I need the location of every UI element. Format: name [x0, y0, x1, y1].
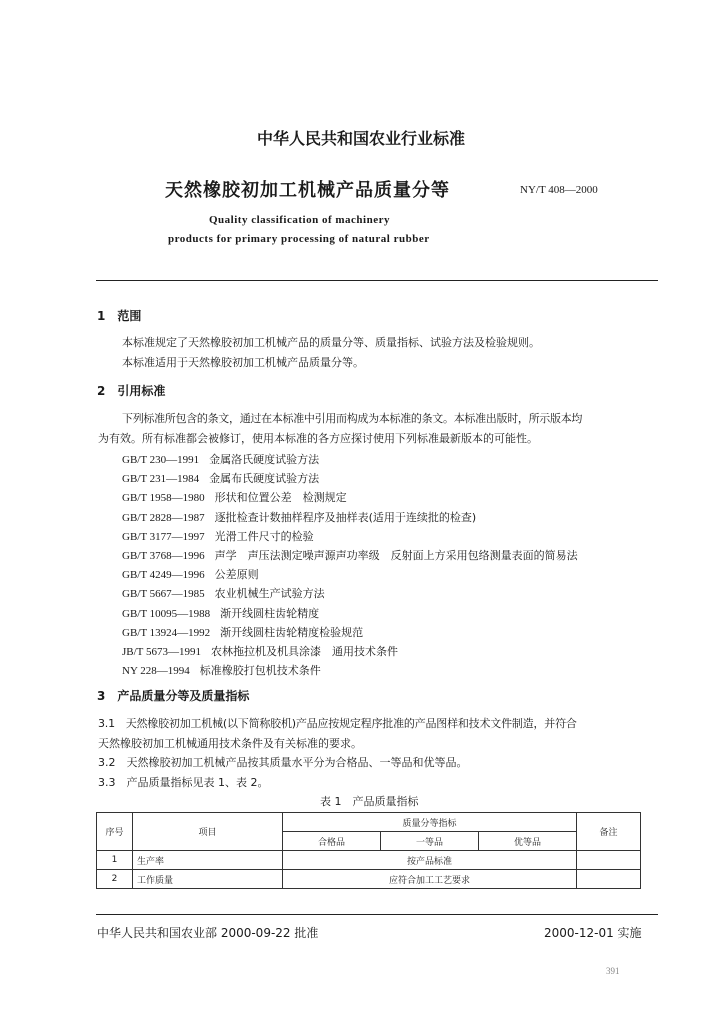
reference-code: GB/T 2828—1987 — [122, 511, 205, 524]
reference-item — [122, 585, 325, 601]
reference-item — [122, 566, 259, 582]
section-1-para-1: 本标准规定了天然橡胶初加工机械产品的质量分等、质量指标、试验方法及检验规则。 — [122, 336, 540, 349]
reference-name: 声学 声压法测定噪声源声功率级 反射面上方采用包络测量表面的简易法 — [214, 549, 578, 562]
implementation-date: 2000-12-01 实施 — [544, 926, 642, 940]
header-divider — [96, 280, 658, 281]
standard-number: NY/T 408—2000 — [520, 184, 598, 196]
table-1-caption: 表 1 产品质量指标 — [320, 795, 419, 808]
clause-3-2: 3.2 天然橡胶初加工机械产品按其质量水平分为合格品、一等品和优等品。 — [98, 756, 468, 769]
row-seq: 2 — [97, 870, 133, 889]
reference-name: 金属洛氏硬度试验方法 — [209, 453, 320, 466]
reference-code: GB/T 5667—1985 — [122, 588, 205, 601]
reference-name: 标准橡胶打包机技术条件 — [199, 664, 321, 678]
row-seq: 1 — [97, 851, 133, 870]
section-1-heading: 1 范围 — [97, 309, 142, 323]
reference-code: JB/T 5673—1991 — [122, 646, 201, 658]
header-grade-group: 质量分等指标 — [283, 813, 577, 832]
reference-item — [122, 643, 398, 659]
reference-name: 渐开线圆柱齿轮精度 — [220, 606, 320, 620]
reference-code: GB/T 10095—1988 — [122, 607, 211, 620]
reference-name: 形状和位置公差 检测规定 — [214, 491, 347, 505]
reference-code: GB/T 13924—1992 — [122, 626, 211, 639]
header-qualified: 合格品 — [283, 832, 381, 851]
reference-item — [122, 662, 321, 678]
reference-item — [122, 547, 578, 563]
row-value: 按产品标准 — [283, 851, 577, 870]
reference-name: 农林拖拉机及机具涂漆 通用技术条件 — [210, 645, 398, 658]
table-row — [97, 870, 641, 889]
reference-code: GB/T 3768—1996 — [122, 550, 205, 562]
reference-name: 金属布氏硬度试验方法 — [209, 472, 320, 486]
footer-divider — [96, 914, 658, 915]
clause-3-1-line-2: 天然橡胶初加工机械通用技术条件及有关标准的要求。 — [98, 737, 362, 750]
reference-item — [122, 624, 363, 640]
table-row — [97, 851, 641, 870]
reference-item — [122, 451, 319, 467]
page-number: 391 — [606, 966, 620, 976]
english-title-line-2: products for primary processing of natural rubber — [168, 233, 430, 245]
reference-name: 公差原则 — [214, 568, 259, 582]
row-remark — [577, 870, 641, 889]
document-title: 天然橡胶初加工机械产品质量分等 — [165, 180, 450, 201]
row-remark — [577, 851, 641, 870]
reference-item — [122, 470, 319, 486]
reference-code: NY 228—1994 — [122, 665, 190, 678]
reference-code: GB/T 231—1984 — [122, 473, 200, 486]
section-2-intro-line-2: 为有效。所有标准都会被修订，使用本标准的各方应探讨使用下列标准最新版本的可能性。 — [98, 432, 538, 445]
section-1-para-2: 本标准适用于天然橡胶初加工机械产品质量分等。 — [122, 356, 364, 369]
reference-name: 渐开线圆柱齿轮精度检验规范 — [220, 625, 364, 639]
quality-index-table — [96, 812, 641, 889]
reference-code: GB/T 1958—1980 — [122, 492, 205, 505]
header-first-class: 一等品 — [381, 832, 479, 851]
clause-3-3: 3.3 产品质量指标见表 1、表 2。 — [98, 776, 269, 789]
header-superior: 优等品 — [479, 832, 577, 851]
row-item: 生产率 — [133, 851, 283, 870]
reference-item — [122, 509, 476, 525]
row-value: 应符合加工工艺要求 — [283, 870, 577, 889]
reference-code: GB/T 230—1991 — [122, 454, 200, 466]
section-2-heading: 2 引用标准 — [97, 384, 166, 398]
row-item: 工作质量 — [133, 870, 283, 889]
header-remark: 备注 — [577, 813, 641, 851]
reference-name: 逐批检查计数抽样程序及抽样表(适用于连续批的检查) — [214, 510, 477, 524]
reference-code: GB/T 3177—1997 — [122, 530, 205, 543]
reference-name: 光滑工件尺寸的检验 — [214, 529, 314, 543]
reference-item — [122, 528, 314, 544]
header-seq: 序号 — [97, 813, 133, 851]
approval-line: 中华人民共和国农业部 2000-09-22 批准 — [97, 926, 319, 940]
reference-code: GB/T 4249—1996 — [122, 569, 205, 582]
section-3-heading: 3 产品质量分等及质量指标 — [97, 689, 250, 703]
issuing-agency: 中华人民共和国农业行业标准 — [256, 129, 465, 148]
reference-item — [122, 605, 319, 621]
header-item: 项目 — [133, 813, 283, 851]
english-title-line-1: Quality classification of machinery — [209, 214, 390, 226]
section-2-intro-line-1: 下列标准所包含的条文，通过在本标准中引用而构成为本标准的条文。本标准出版时，所示版本均 — [122, 412, 583, 425]
reference-item — [122, 489, 347, 505]
reference-name: 农业机械生产试验方法 — [214, 587, 325, 601]
clause-3-1-line-1: 3.1 天然橡胶初加工机械(以下简称胶机)产品应按规定程序批准的产品图样和技术文件制造，并符合 — [98, 717, 577, 730]
